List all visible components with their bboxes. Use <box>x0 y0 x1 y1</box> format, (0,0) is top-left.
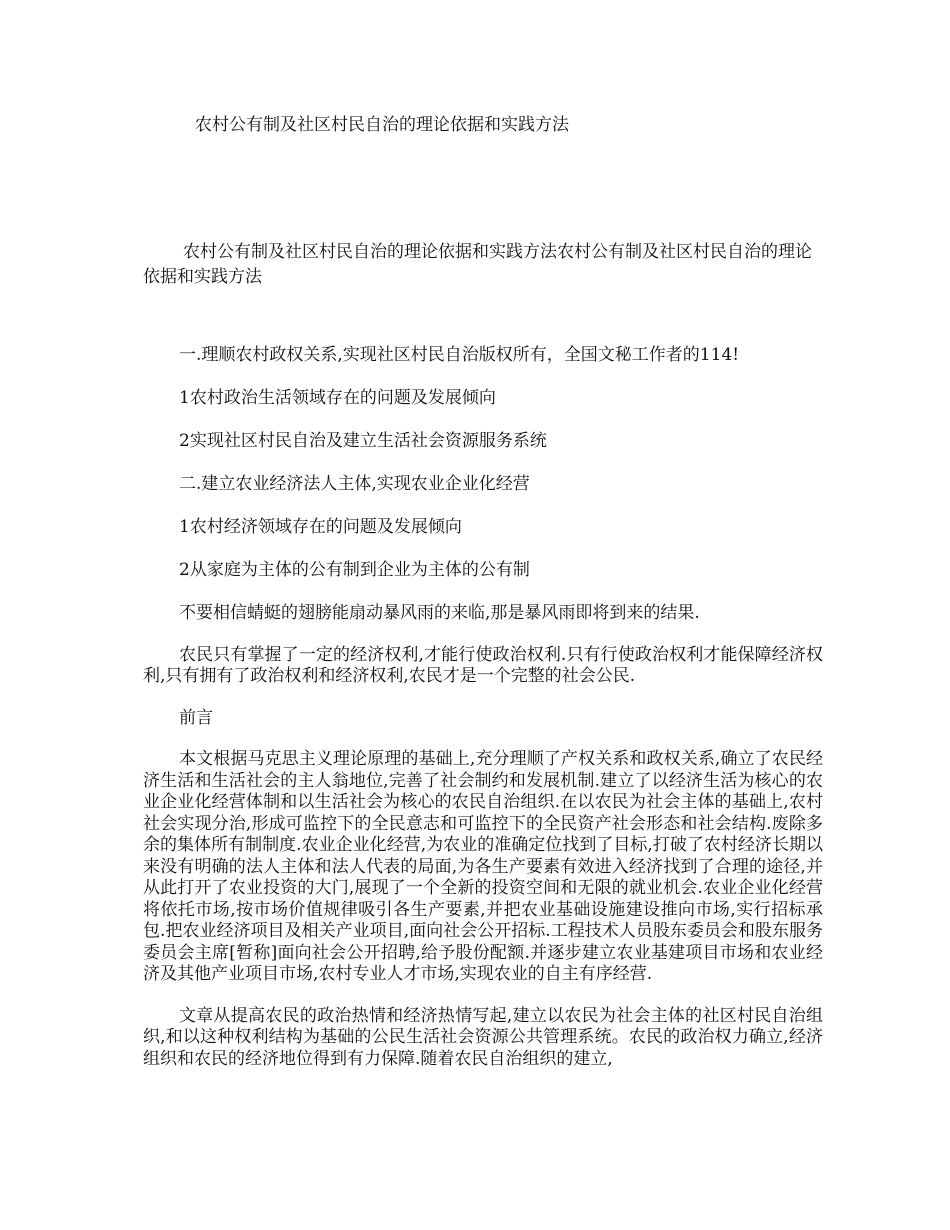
outline-item: 1农村经济领域存在的问题及发展倾向 <box>179 517 462 537</box>
quote-paragraph: 不要相信蜻蜓的翅膀能扇动暴风雨的来临,那是暴风雨即将到来的结果. <box>179 603 700 623</box>
outline-item: 1农村政治生活领域存在的问题及发展倾向 <box>179 388 496 408</box>
outline-item: 2从家庭为主体的公有制到企业为主体的公有制 <box>179 560 530 580</box>
document-body <box>143 345 823 1090</box>
outline-item: 2实现社区村民自治及建立生活社会资源服务系统 <box>179 431 547 451</box>
outline-item: 二.建立农业经济法人主体,实现农业企业化经营 <box>179 474 530 494</box>
body-paragraph: 文章从提高农民的政治热情和经济热情写起,建立以农民为社会主体的社区村民自治组织,和以这种权利结构为基础的公民生活社会资源公共管理系统。农民的政治权力确立,经济组织和农民的经济地位得到有力保障.随着农民自治组织的建立, <box>143 1005 823 1069</box>
document-subtitle: 农村公有制及社区村民自治的理论依据和实践方法农村公有制及社区村民自治的理论依据和实践方法 <box>143 242 812 287</box>
document-title: 农村公有制及社区村民自治的理论依据和实践方法 <box>195 115 569 135</box>
outline-item: 一.理顺农村政权关系,实现社区村民自治版权所有，全国文秘工作者的114! <box>179 345 740 365</box>
body-paragraph: 本文根据马克思主义理论原理的基础上,充分理顺了产权关系和政权关系,确立了农民经济生活和生活社会的主人翁地位,完善了社会制约和发展机制.建立了以经济生活为核心的农业企业化经营体制和以生活社会为核心的农民自治组织.在以农民为社会主体的基础上,农村社会实现分治,形成可监控下的全民意志和可监控下的全民资产社会形态和社会结构.废除多余的集体所有制制度.农业企业化经营,为农业的准确定位找到了目标,打破了农村经济长期以来没有明确的法人主体和法人代表的局面,为各生产要素有效进入经济找到了合理的途径,并从此打开了农业投资的大门,展现了一个全新的投资空间和无限的就业机会.农业企业化经营将依托市场,按市场价值规律吸引各生产要素,并把农业基础设施建设推向市场,实行招标承包.把农业经济项目及相关产业项目,面向社会公开招标.工程技术人员股东委员会和股东服务委员会主席[暂称]面向社会公开招聘,给予股份配额.并逐步建立农业基建项目市场和农业经济及其他产业项目市场,农村专业人才市场,实现农业的自主有序经营. <box>143 749 823 984</box>
thesis-paragraph: 农民只有掌握了一定的经济权利,才能行使政治权利.只有行使政治权利才能保障经济权利,只有拥有了政治权利和经济权利,农民才是一个完整的社会公民. <box>143 644 823 686</box>
preface-heading: 前言 <box>179 707 213 728</box>
